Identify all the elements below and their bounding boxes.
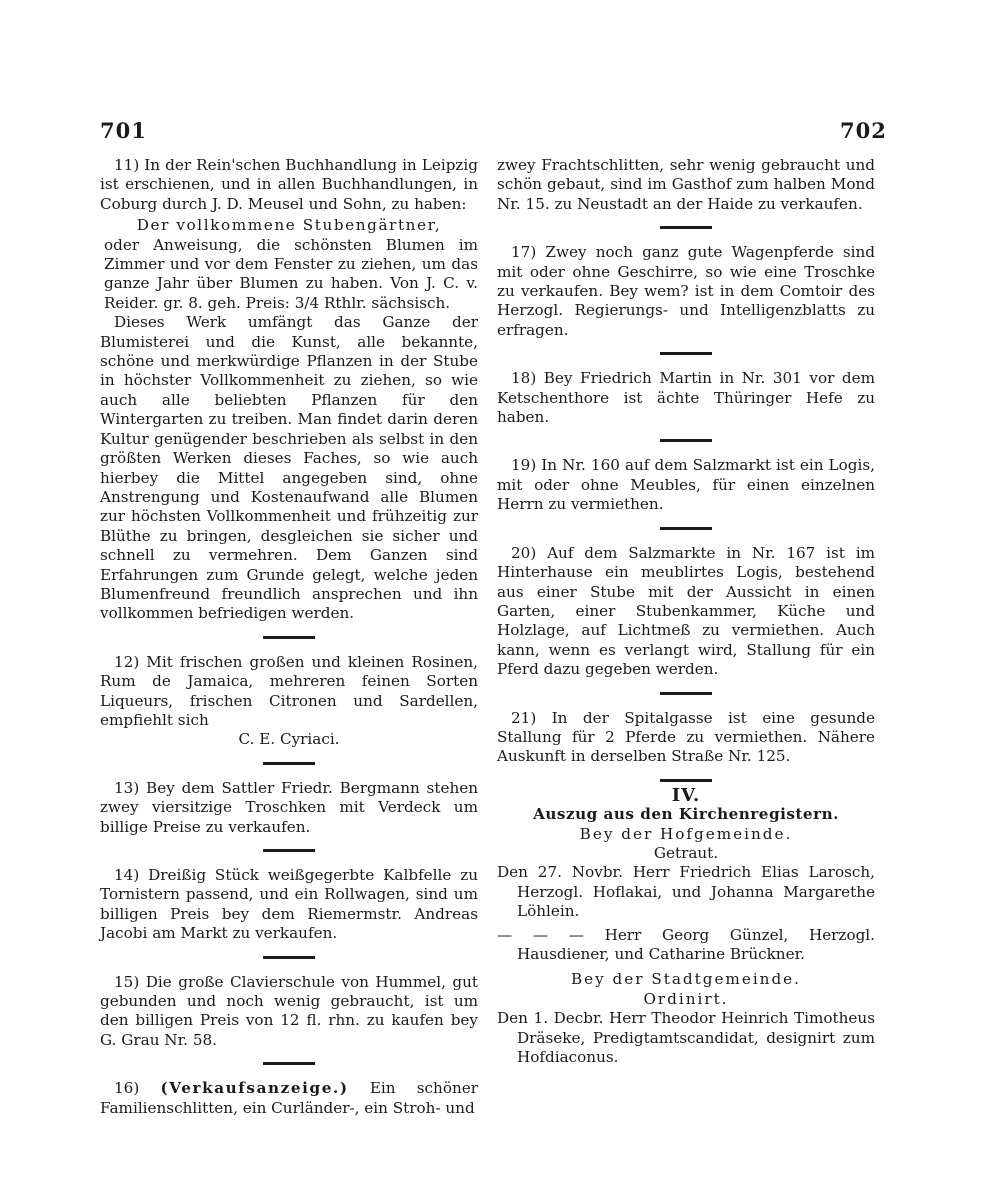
separator-rule [263,636,315,639]
separator-rule [263,1062,315,1065]
ad-14-text: 14) Dreißig Stück weißgegerbte Kalbfelle zu Tornistern passend, und ein Rollwagen, sind um billigen Preis bey dem Riemermstr. Andreas Jacobi am Markt zu verkaufen. [100,866,478,943]
ad-18-text: 18) Bey Friedrich Martin in Nr. 301 vor dem Ketschenthore ist ächte Thüringer Hefe zu haben. [497,369,875,427]
separator-rule [263,956,315,959]
separator-rule [660,226,712,229]
hofgemeinde-heading: Bey der Hofgemeinde. [579,824,793,843]
separator-rule [660,527,712,530]
ad-11-body: Dieses Werk umfängt das Ganze der Blumisterei und die Kunst, alle bekannte, schöne und merkwürdige Pflanzen in der Stube in höchster Vollkommenheit zu ziehen, so wie auch alle beliebten Pflanzen für den Wintergarten zu treiben. Man findet darin deren Kultur genügender beschrieben als selbst in den größten Werken dieses Faches, so wie auch hierbey die Mittel angegeben sind, ohne Anstrengung und Kostenaufwand alle Blumen zur höchsten Vollkommenheit und frühzeitig zur Blüthe zu bringen, desgleichen sie sicher und schnell zu vermehren. Dem Ganzen sind Erfahrungen zum Grunde gelegt, welche jeden Blumenfreund freundlich ansprechen und ihn vollkommen befriedigen werden. [100,313,478,623]
separator-rule [263,849,315,852]
ordinirt-heading: Ordinirt. [643,989,729,1008]
separator-rule [263,762,315,765]
separator-rule [660,352,712,355]
separator-rule [660,692,712,695]
separator-rule [660,779,712,782]
ad-16-continued: zwey Frachtschlitten, sehr wenig gebraucht und schön gebaut, sind im Gasthof zum halben Mond Nr. 15. zu Neustadt an der Haide zu verkaufen. [497,156,875,213]
ad-16-text: Ein schöner Familienschlitten, ein Curländer-, ein Stroh- und [100,1079,478,1117]
church-entry-3: Den 1. Decbr. Herr Theodor Heinrich Timotheus Dräseke, Predigtamtscandidat, designirt zum Hofdiaconus. [497,1009,875,1067]
ad-17-text: 17) Zwey noch ganz gute Wagenpferde sind mit oder ohne Geschirre, so wie eine Troschke zu verkaufen. Bey wem? ist in dem Comtoir des Herzogl. Regierungs- und Intelligenzblatts zu erfragen. [497,243,875,339]
church-entry-1: Den 27. Novbr. Herr Friedrich Elias Larosch, Herzogl. Hoflakai, und Johanna Margarethe Löhlein. [497,863,875,921]
church-entry-2: — — — Herr Georg Günzel, Herzogl. Hausdiener, und Catharine Brückner. [497,925,875,963]
ad-11-intro: 11) In der Rein'schen Buchhandlung in Leipzig ist erschienen, und in allen Buchhandlungen, in Coburg durch J. D. Meusel und Sohn, zu haben: [100,156,478,213]
ad-16-label: (Verkaufsanzeige.) [160,1079,349,1098]
page-number-right: 702 [840,118,887,143]
separator-rule [660,439,712,442]
section-title: Auszug aus den Kirchenregistern. [533,805,839,824]
section-numeral: IV. [671,784,701,806]
ad-12-signature: C. E. Cyriaci. [238,730,340,749]
ad-16-number: 16) [114,1079,140,1098]
ad-12-text: 12) Mit frischen großen und kleinen Rosinen, Rum de Jamaica, mehreren feinen Sorten Liqueurs, frischen Citronen und Sardellen, empfiehlt sich [100,652,478,729]
right-column [497,156,875,1067]
ad-15-text: 15) Die große Clavierschule von Hummel, gut gebunden und noch wenig gebraucht, ist um den billigen Preis von 12 fl. rhn. zu kaufen bey G. Grau Nr. 58. [100,972,478,1049]
page-number-left: 701 [100,118,147,143]
ad-20-text: 20) Auf dem Salzmarkte in Nr. 167 ist im Hinterhause ein meublirtes Logis, bestehend aus einer Stube mit der Aussicht in einen Garten, einer Stubenkammer, Küche und Holzlage, auf Lichtmeß zu vermiethen. Auch kann, wenn es verlangt wird, Stallung für ein Pferd dazu gegeben werden. [497,543,875,679]
ad-11-book-title: Der vollkommene Stubengärtner, [136,216,442,235]
stadtgemeinde-heading: Bey der Stadtgemeinde. [570,970,802,989]
ad-11-book-subtitle: oder Anweisung, die schönsten Blumen im Zimmer und vor dem Fenster zu ziehen, um das ganze Jahr über Blumen zu haben. Von J. C. v. Reider. gr. 8. geh. Preis: 3/4 Rthlr. sächsisch. [104,235,478,312]
getraut-heading: Getraut. [653,843,719,862]
ad-13-text: 13) Bey dem Sattler Friedr. Bergmann stehen zwey viersitzige Troschken mit Verdeck um billige Preise zu verkaufen. [100,778,478,836]
ad-16-start [100,1079,478,1118]
ad-21-text: 21) In der Spitalgasse ist eine gesunde Stallung für 2 Pferde zu vermiethen. Nähere Auskunft in derselben Straße Nr. 125. [497,708,875,766]
left-column [100,156,478,1118]
ad-19-text: 19) In Nr. 160 auf dem Salzmarkt ist ein Logis, mit oder ohne Meubles, für einen einzelnen Herrn zu vermiethen. [497,456,875,514]
